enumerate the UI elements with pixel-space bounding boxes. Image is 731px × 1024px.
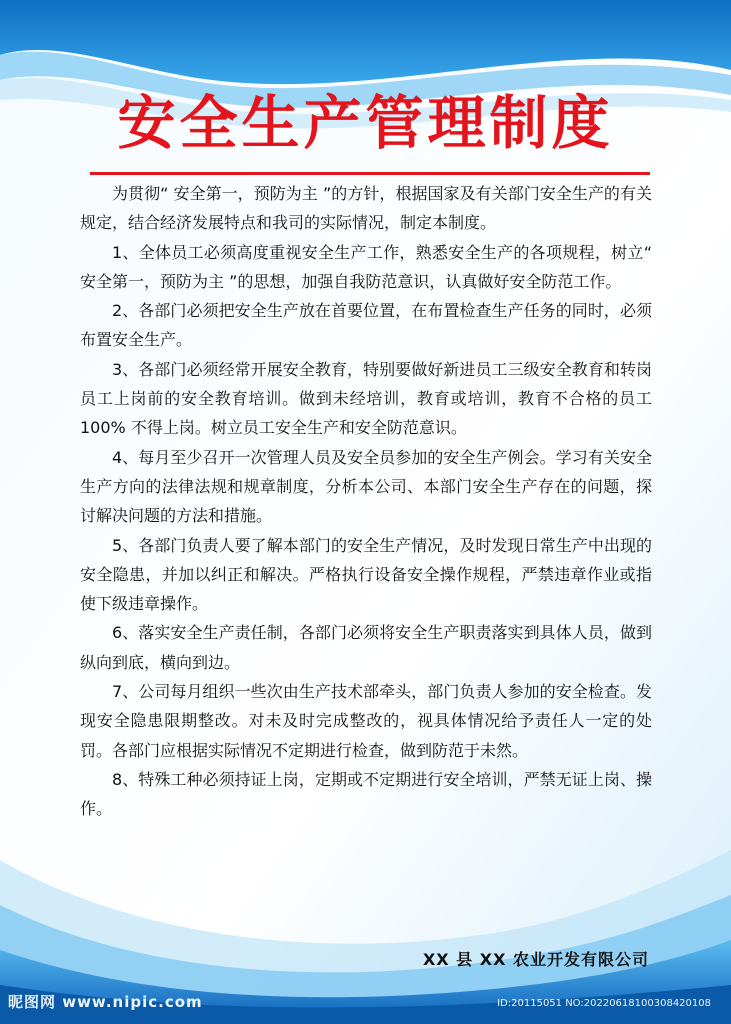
rule-8: 8、特殊工种必须持证上岗，定期或不定期进行安全培训，严禁无证上岗、操作。 [80, 769, 652, 819]
image-id-watermark: ID:20115051 NO:20220618100308420108 [497, 998, 711, 1009]
rule-6: 6、落实安全生产责任制，各部门必须将安全生产职责落实到具体人员，做到纵向到底，横向到边。 [80, 623, 652, 672]
rule-7: 7、公司每月组织一些次由生产技术部牵头，部门负责人参加的安全检查。发现安全隐患限期整改。对未及时完成整改的，视具体情况给予责任人一定的处罚。各部门应根据实际情况不定期进行检查，做到防范于未然。 [80, 682, 652, 760]
rule-1: 1、全体员工必须高度重视安全生产工作，熟悉安全生产的各项规程，树立“ 安全第一，预防为主 ”的思想，加强自我防范意识，认真做好安全防范工作。 [80, 242, 652, 291]
poster-title: 安全生产管理制度 [117, 89, 614, 157]
regulation-body [80, 179, 652, 824]
rule-4: 4、每月至少召开一次管理人员及安全员参加的安全生产例会。学习有关安全生产方向的法律法规和规章制度，分析本公司、本部门安全生产存在的问题，探讨解决问题的方法和措施。 [80, 447, 652, 526]
intro-paragraph: 为贯彻“ 安全第一，预防为主 ”的方针，根据国家及有关部门安全生产的有关规定，结合经济发展特点和我司的实际情况，制定本制度。 [80, 184, 652, 233]
company-signature: XX 县 XX 农业开发有限公司 [422, 950, 649, 969]
rule-5: 5、各部门负责人要了解本部门的安全生产情况，及时发现日常生产中出现的安全隐患，并加以纠正和解决。严格执行设备安全操作规程，严禁违章作业或指使下级违章操作。 [80, 535, 652, 614]
title-divider [90, 172, 650, 175]
site-watermark: 昵图网 www.nipic.com [8, 993, 203, 1011]
rule-3: 3、各部门必须经常开展安全教育，特别要做好新进员工三级安全教育和转岗员工上岗前的安全教育培训。做到未经培训，教育或培训，教育不合格的员工 100% 不得上岗。树立员工安全生产和安全防范意识。 [80, 359, 652, 438]
rule-2: 2、各部门必须把安全生产放在首要位置，在布置检查生产任务的同时，必须布置安全生产。 [80, 301, 652, 350]
